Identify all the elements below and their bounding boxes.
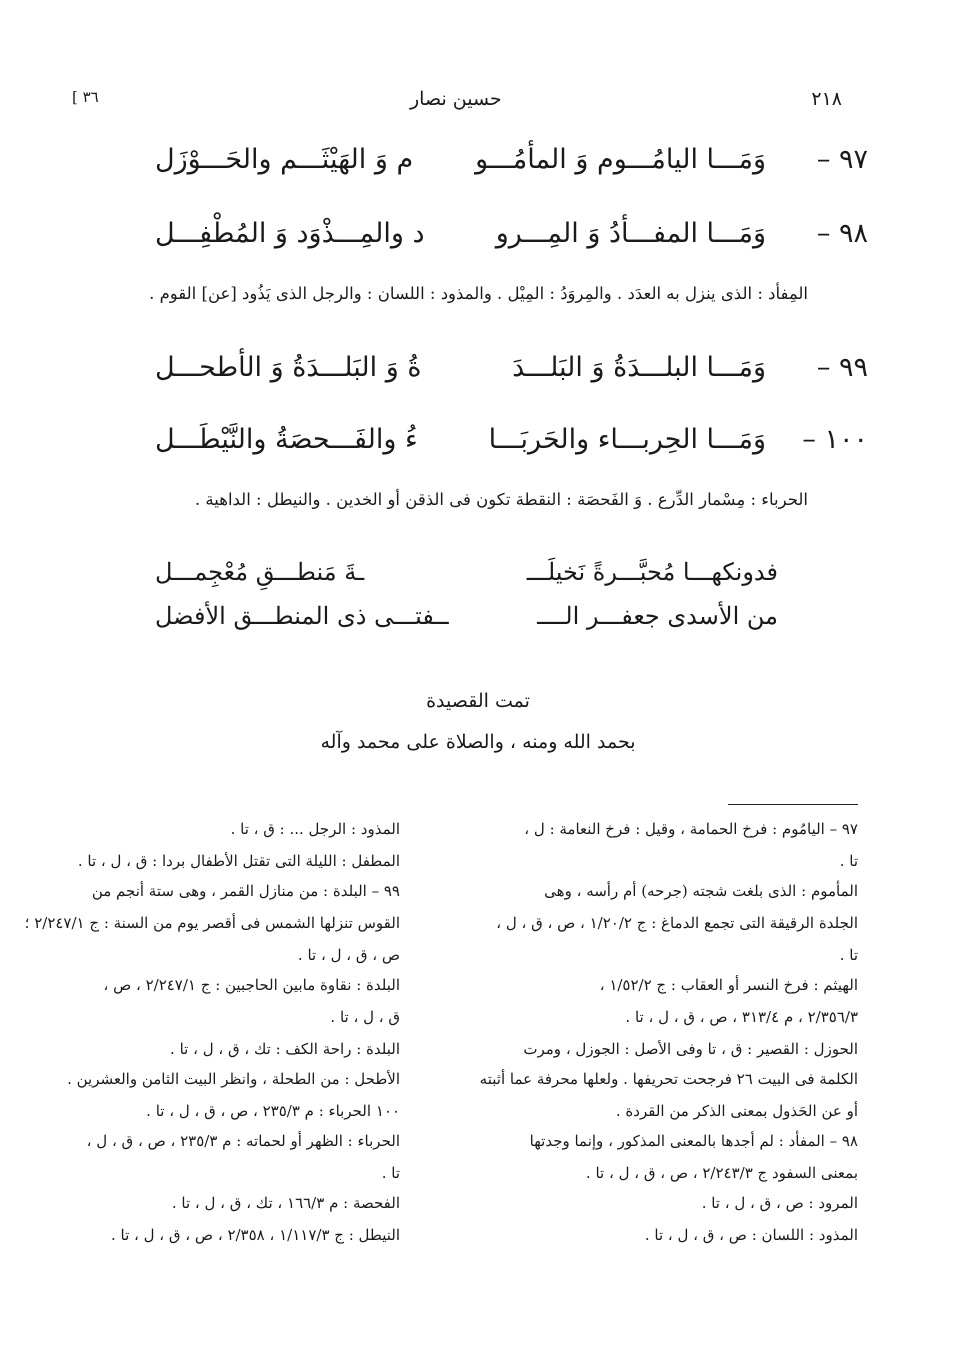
footnote-rule [728, 804, 858, 805]
footnote-line: أو عن الحَذول بمعنى الذكر من القردة . [615, 1102, 858, 1120]
footnote-line: الفحصة : م ١٦٦/٣ ، تك ، ق ، ل ، تا . [171, 1194, 400, 1212]
verse-second-half: ةُ وَ البَلـــدَةُ وَ الأطحـــل [155, 352, 422, 383]
verse-second-half: ءُ والفَـــحصَةُ والنَّيْطَـــل [155, 424, 418, 455]
colophon-praise: بحمد الله ومنه ، والصلاة على محمد وآله [320, 731, 636, 753]
footnote-line: الجلدة الرقيقة التى تجمع الدماغ : ج ١/٢٠/٢ ، ص ، ق ، ل ، [496, 914, 858, 932]
verse-first-half: وَمَـــا البلـــدَةُ وَ البَلـــدَ [512, 352, 766, 383]
verse-first-half: وَمَـــا الحِربـــاء والحَربَـــا [488, 424, 766, 455]
footnote-line: البلدة : نقاوة مابين الحاجبين : ج ٢/٢٤٧/١ ، ص ، [103, 976, 400, 994]
verse-first-half: وَمَـــا المفـــأدُ وَ المِـــرو [495, 218, 766, 249]
closing-verse-second-half: ـةَ مَنطـــقِ مُعْجِمـــل [155, 558, 365, 586]
gloss-paragraph: الحرباء : مِسْمار الدِّرع . وَ الفَحصَة : النقطة تكون فى الذقن أو الخدين . والنيطل : الداهية . [194, 490, 808, 509]
footnote-line: المأموم : الذى بلغت شجته (جرحه) أم رأسه ، وهى [544, 882, 858, 900]
closing-verse-second-half: ــفتـــى ذى المنطـــق الأفضل [155, 602, 449, 630]
verse-number: ٩٧ – [816, 144, 868, 175]
gloss-paragraph: المِفأد : الذى ينزل به العدَد . والمِروَدُ : المِيْل . والمذود : اللسان : والرجل الذى يَذُود [عن] القوم . [149, 284, 808, 303]
footnote-line: البلدة : راحة الكف : تك ، ق ، ل ، تا . [170, 1040, 400, 1058]
footnote-line: ٢/٣٥٦/٣ ، م ٣١٣/٤ ، ص ، ق ، ل ، تا . [625, 1008, 858, 1026]
closing-verse-first-half: من الأسدى جعفـــر الــــ [537, 602, 778, 630]
footnote-line: الكلمة فى البيت ٢٦ فرجحت تحريفها . ولعلها محرفة عما أثبته [479, 1070, 858, 1088]
footnote-line: المذود : الرجل ... : ق ، تا . [230, 820, 400, 838]
footnote-line: ٩٧ – اليامُوم : فرخ الحمامة ، وقيل : فرخ النعامة : ل ، [524, 820, 858, 838]
verse-number: ٩٨ – [816, 218, 868, 249]
footnote-line: ١٠٠ الحرباء : م ٢٣٥/٣ ، ص ، ق ، ل ، تا . [146, 1102, 400, 1120]
verse-number: ١٠٠ – [802, 424, 868, 455]
verse-second-half: د والمِـــذْوَد وَ المُطْفِـــل [155, 218, 425, 249]
footnote-line: النيطل : ج ١/١١٧/٣ ، ٢/٣٥٨ ، ص ، ق ، ل ، تا . [110, 1226, 400, 1244]
verse-second-half: م وَ الهَيْثَـــم والحَـــوْزَل [155, 144, 414, 175]
footnote-line: ق ، ل ، تا . [330, 1008, 400, 1026]
closing-verse-first-half: فدونكهـــا مُحبَّـــرةً نَخيلَـــ [526, 558, 778, 586]
footnote-line: تا . [381, 1164, 400, 1182]
page-number: ٢١٨ [811, 88, 842, 110]
footnote-line: تا . [839, 946, 858, 964]
verse-first-half: وَمَـــا اليامُـــوم وَ المأمُـــو [475, 144, 766, 175]
issue-marker: [ ٣٦ [72, 88, 99, 106]
footnote-line: المذود : اللسان : ص ، ق ، ل ، تا . [644, 1226, 858, 1244]
footnote-line: الحوزل : القصير : ق ، تا وفى الأصل : الجوزل ، ومرت [523, 1040, 858, 1058]
verse-number: ٩٩ – [816, 352, 868, 383]
footnote-line: الحرباء : الظهر أو لحماته : م ٢٣٥/٣ ، ص ، ق ، ل ، [86, 1132, 400, 1150]
footnote-line: الهيثم : فرخ النسر أو العقاب : ج ١/٥٢/٢ ، [599, 976, 858, 994]
footnote-line: المرود : ص ، ق ، ل ، تا . [701, 1194, 858, 1212]
running-head-author: حسين نصار [410, 88, 502, 110]
footnote-line: المطفل : الليلة التى تقتل الأطفال بردا : ق ، ل ، تا . [77, 852, 400, 870]
footnote-line: تا . [839, 852, 858, 870]
footnote-line: ٩٩ – البلدة : من منازل القمر ، وهى ستة أنجم من [91, 882, 400, 900]
footnote-line: ٩٨ – المفأد : لم أجدها بالمعنى المذكور ، وإنما وجدتها [529, 1132, 858, 1150]
footnote-line: ص ، ق ، ل ، تا . [297, 946, 400, 964]
colophon-title: تمت القصيدة [426, 690, 530, 712]
footnote-line: بمعنى السفود ج ٢/٢٤٣/٣ ، ص ، ق ، ل ، تا . [585, 1164, 858, 1182]
footnote-line: الأطحل : من الطحلة ، وانظر البيت الثامن والعشرين . [67, 1070, 400, 1088]
footnote-line: القوس تنزلها الشمس فى أقصر يوم من السنة : ج ٢/٢٤٧/١ ؛ [24, 914, 400, 932]
